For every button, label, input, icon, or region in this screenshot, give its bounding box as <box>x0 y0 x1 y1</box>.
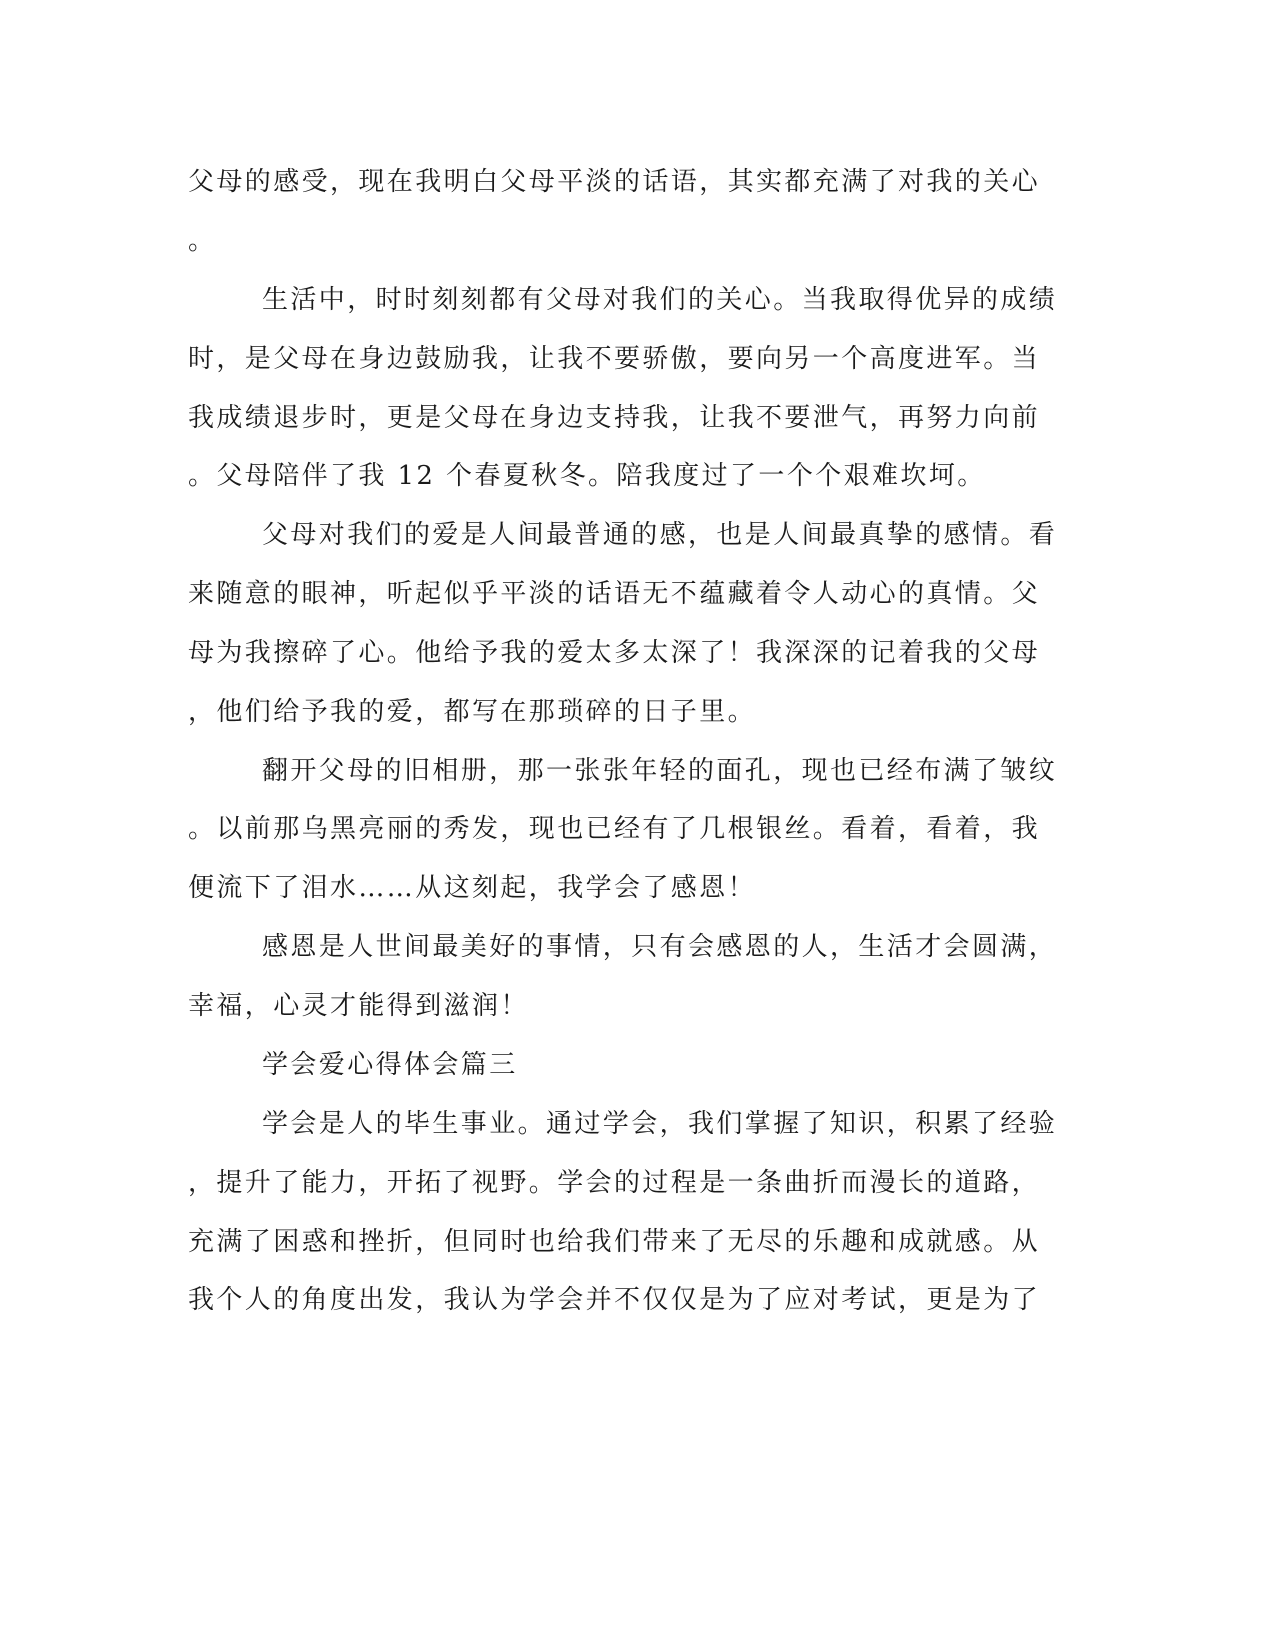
text-line: 幸福，心灵才能得到滋润！ <box>188 991 529 1021</box>
text-line: ，他们给予我的爱，都写在那琐碎的日子里。 <box>188 697 757 727</box>
text-line: 来随意的眼神，听起似乎平淡的话语无不蕴藏着令人动心的真情。父 <box>188 579 1041 609</box>
text-line: 。 <box>188 226 217 256</box>
section-heading: 学会爱心得体会篇三 <box>262 1050 518 1080</box>
text-line: 。父母陪伴了我 12 个春夏秋冬。陪我度过了一个个艰难坎坷。 <box>188 461 986 491</box>
text-line: 母为我擦碎了心。他给予我的爱太多太深了！我深深的记着我的父母 <box>188 638 1041 668</box>
paragraph-first-line: 学会是人的毕生事业。通过学会，我们掌握了知识，积累了经验 <box>262 1109 1058 1139</box>
paragraph-first-line: 感恩是人世间最美好的事情，只有会感恩的人，生活才会圆满， <box>262 932 1058 962</box>
paragraph-first-line: 翻开父母的旧相册，那一张张年轻的面孔，现也已经布满了皱纹 <box>262 756 1058 786</box>
text-line: 便流下了泪水……从这刻起，我学会了感恩！ <box>188 873 757 903</box>
text-line: 充满了困惑和挫折，但同时也给我们带来了无尽的乐趣和成就感。从 <box>188 1227 1041 1257</box>
text-line: 时，是父母在身边鼓励我，让我不要骄傲，要向另一个高度进军。当 <box>188 344 1041 374</box>
paragraph-first-line: 生活中，时时刻刻都有父母对我们的关心。当我取得优异的成绩 <box>262 285 1058 315</box>
text-line: 我个人的角度出发，我认为学会并不仅仅是为了应对考试，更是为了 <box>188 1285 1041 1315</box>
text-line: 。以前那乌黑亮丽的秀发，现也已经有了几根银丝。看着，看着，我 <box>188 814 1041 844</box>
text-line: ，提升了能力，开拓了视野。学会的过程是一条曲折而漫长的道路， <box>188 1168 1041 1198</box>
text-line: 我成绩退步时，更是父母在身边支持我，让我不要泄气，再努力向前 <box>188 403 1041 433</box>
text-line: 父母的感受，现在我明白父母平淡的话语，其实都充满了对我的关心 <box>188 167 1041 197</box>
paragraph-first-line: 父母对我们的爱是人间最普通的感，也是人间最真挚的感情。看 <box>262 520 1058 550</box>
